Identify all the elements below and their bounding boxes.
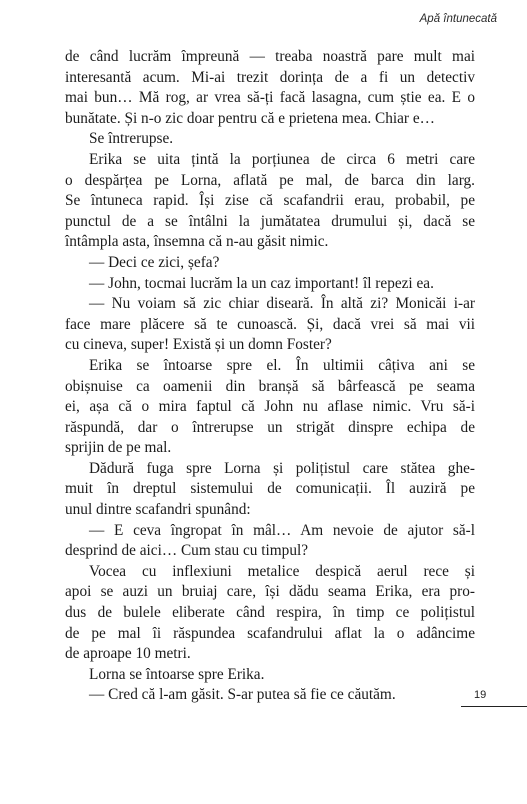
running-head-title: Apă întunecată bbox=[419, 13, 497, 25]
text-line: interesantă acum. Mi-ai trezit dorința de a fi un detectiv bbox=[65, 68, 475, 86]
text-line: ei, așa că o mira faptul că John nu aflase nimic. Vru să-i bbox=[65, 398, 475, 416]
text-line: cu cineva, super! Există și un domn Foster? bbox=[65, 336, 332, 354]
text-line: Se întuneca rapid. Își zise că scafandrii erau, probabil, pe bbox=[65, 192, 475, 210]
paragraph bbox=[65, 294, 475, 356]
paragraph bbox=[65, 562, 475, 665]
paragraph bbox=[65, 665, 475, 686]
text-line: de aproape 10 metri. bbox=[65, 645, 191, 663]
text-line: — E ceva îngropat în mâl… Am nevoie de ajutor să-l bbox=[89, 521, 475, 539]
text-line: punctul de a se întâlni la jumătatea drumului și, dacă se bbox=[65, 212, 475, 230]
text-line: unul dintre scafandri spunând: bbox=[65, 501, 251, 519]
text-line: Erika se întoarse spre el. În ultimii câțiva ani se bbox=[89, 356, 475, 374]
paragraph bbox=[65, 253, 475, 274]
text-line: — Nu voiam să zic chiar diseară. În altă zi? Monicăi i-ar bbox=[89, 295, 475, 313]
text-line: bunătate. Și n-o zic doar pentru că e prietena mea. Chiar e… bbox=[65, 109, 435, 127]
paragraph bbox=[65, 150, 475, 253]
footer-rule bbox=[461, 706, 527, 707]
text-line: întâmpla asta, însemna că n-au găsit nimic. bbox=[65, 233, 329, 251]
text-line: — John, tocmai lucrăm la un caz important! îl repezi ea. bbox=[89, 274, 434, 292]
text-line: — Cred că l-am găsit. S-ar putea să fie ce căutăm. bbox=[89, 686, 396, 704]
text-line: face mare plăcere să te cunoască. Și, dacă vrei să mai vii bbox=[65, 315, 475, 333]
paragraph bbox=[65, 685, 475, 706]
paragraph bbox=[65, 274, 475, 295]
text-line: de pe mal îi răspundea scafandrului aflat la o adâncime bbox=[65, 624, 475, 642]
text-line: o despărțea pe Lorna, aflată pe mal, de barca din larg. bbox=[65, 171, 475, 189]
text-line: Erika se uita țintă la porțiunea de circa 6 metri care bbox=[89, 150, 475, 168]
text-line: Se întrerupse. bbox=[89, 130, 174, 148]
text-line: — Deci ce zici, șefa? bbox=[89, 253, 220, 271]
text-line: Dădură fuga spre Lorna și polițistul care stătea ghe- bbox=[89, 459, 475, 477]
text-line: sprijin de pe mal. bbox=[65, 439, 172, 457]
text-line: desprind de aici… Cum stau cu timpul? bbox=[65, 542, 309, 560]
paragraph bbox=[65, 356, 475, 459]
text-line: dus de bulele eliberate când respira, în timp ce polițistul bbox=[65, 604, 475, 622]
text-line: apoi se auzi un bruiaj care, își dădu seama Erika, era pro- bbox=[65, 583, 475, 601]
body-text bbox=[65, 47, 475, 706]
text-line: Lorna se întoarse spre Erika. bbox=[89, 665, 265, 683]
paragraph bbox=[65, 459, 475, 521]
text-line: răspundă, dar o întrerupse un strigăt dinspre echipa de bbox=[65, 418, 475, 436]
page-number: 19 bbox=[474, 689, 487, 701]
text-line: obișnuise ca oamenii din branșă să bârfească pe seama bbox=[65, 377, 475, 395]
text-line: muit în dreptul sistemului de comunicații. Îl auziră pe bbox=[65, 480, 475, 498]
text-line: de când lucrăm împreună — treaba noastră pare mult mai bbox=[65, 48, 475, 65]
paragraph bbox=[65, 47, 475, 129]
paragraph bbox=[65, 129, 475, 150]
text-line: Vocea cu inflexiuni metalice despică aerul rece și bbox=[89, 562, 475, 580]
paragraph bbox=[65, 521, 475, 562]
text-line: mai bun… Mă rog, ar vrea să-ți facă lasagna, cum știe ea. E o bbox=[65, 89, 475, 107]
